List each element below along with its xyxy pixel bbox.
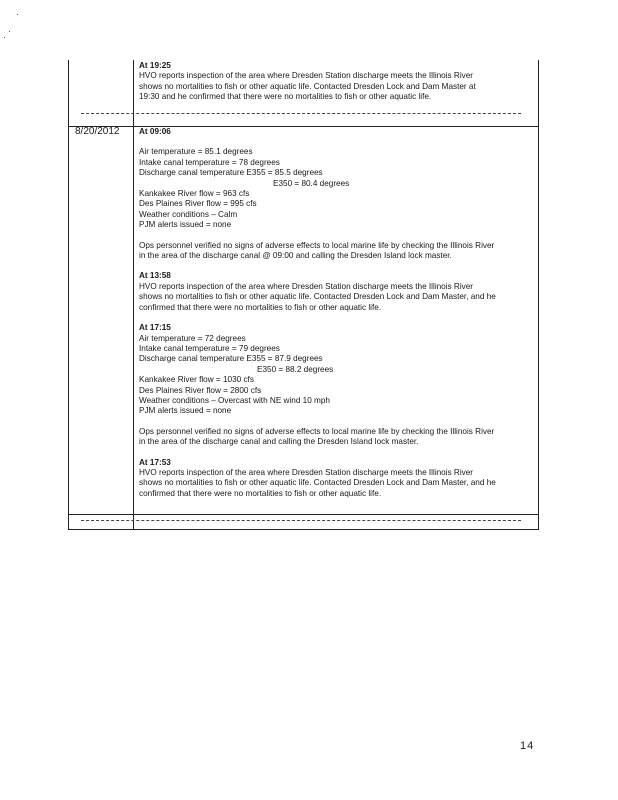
row-divider bbox=[69, 514, 538, 515]
entry-1358 bbox=[139, 271, 535, 313]
column-divider bbox=[133, 60, 134, 530]
discharge-temp-e350: E350 = 88.2 degrees bbox=[257, 364, 334, 374]
entry-time: At 09:06 bbox=[139, 127, 171, 136]
entry-line: HVO reports inspection of the area where Dresden Station discharge meets the Illinois River bbox=[139, 467, 474, 477]
entry-time: At 17:53 bbox=[139, 457, 171, 467]
ops-note: Ops personnel verified no signs of adverse effects to local marine life by checking the Illinois River bbox=[139, 240, 495, 250]
kankakee-flow: Kankakee River flow = 1030 cfs bbox=[139, 375, 254, 385]
entry-line: HVO reports inspection of the area where Dresden Station discharge meets the Illinois River bbox=[139, 71, 474, 81]
weather: Weather conditions – Calm bbox=[139, 209, 238, 219]
discharge-temp: Discharge canal temperature E355 = 87.9 degrees bbox=[139, 354, 323, 364]
entry-time: At 19:25 bbox=[139, 61, 171, 70]
entry-line: confirmed that there were no mortalities to fish or other aquatic life. bbox=[139, 302, 382, 312]
entry-line: shows no mortalities to fish or other aquatic life. Contacted Dresden Lock and Dam Master, and he bbox=[139, 478, 496, 488]
ops-note: in the area of the discharge canal and calling the Dresden Island lock master. bbox=[139, 437, 419, 447]
ops-note: Ops personnel verified no signs of adverse effects to local marine life by checking the Illinois River bbox=[139, 426, 495, 436]
page-number: 14 bbox=[520, 740, 535, 752]
torn-edge bbox=[81, 520, 521, 521]
entry-time: At 17:15 bbox=[139, 323, 171, 333]
entry-1753 bbox=[139, 458, 535, 500]
entry-time: At 13:58 bbox=[139, 271, 171, 281]
desplaines-flow: Des Plaines River flow = 2800 cfs bbox=[139, 385, 262, 395]
entry-line: confirmed that there were no mortalities to fish or other aquatic life. bbox=[139, 488, 382, 498]
entry-1715 bbox=[139, 323, 535, 447]
air-temp: Air temperature = 85.1 degrees bbox=[139, 147, 253, 157]
entry-line: shows no mortalities to fish or other aquatic life. Contacted Dresden Lock and Dam Master at bbox=[139, 81, 476, 91]
torn-edge bbox=[81, 113, 521, 114]
row-date: 8/20/2012 bbox=[75, 126, 120, 137]
discharge-temp-e350: E350 = 80.4 degrees bbox=[273, 178, 350, 188]
weather: Weather conditions – Overcast with NE wind 10 mph bbox=[139, 395, 330, 405]
table-bottom bbox=[69, 529, 538, 530]
desplaines-flow: Des Plaines River flow = 995 cfs bbox=[139, 199, 257, 209]
entry-line: shows no mortalities to fish or other aquatic life. Contacted Dresden Lock and Dam Master, and he bbox=[139, 292, 496, 302]
intake-temp: Intake canal temperature = 78 degrees bbox=[139, 157, 280, 167]
air-temp: Air temperature = 72 degrees bbox=[139, 333, 246, 343]
ops-note: in the area of the discharge canal @ 09:00 and calling the Dresden Island lock master. bbox=[139, 251, 452, 261]
pjm-alerts: PJM alerts issued = none bbox=[139, 406, 232, 416]
intake-temp: Intake canal temperature = 79 degrees bbox=[139, 343, 280, 353]
discharge-temp: Discharge canal temperature E355 = 85.5 degrees bbox=[139, 168, 323, 178]
log-table bbox=[68, 60, 539, 530]
kankakee-flow: Kankakee River flow = 963 cfs bbox=[139, 189, 250, 199]
pjm-alerts: PJM alerts issued = none bbox=[139, 220, 232, 230]
entry-1925 bbox=[139, 61, 535, 103]
entry-line: HVO reports inspection of the area where Dresden Station discharge meets the Illinois River bbox=[139, 281, 474, 291]
entry-0906 bbox=[139, 127, 535, 261]
entry-line: 19:30 and he confirmed that there were no mortalities to fish or other aquatic life. bbox=[139, 92, 432, 102]
entry-group-0820 bbox=[139, 127, 535, 509]
